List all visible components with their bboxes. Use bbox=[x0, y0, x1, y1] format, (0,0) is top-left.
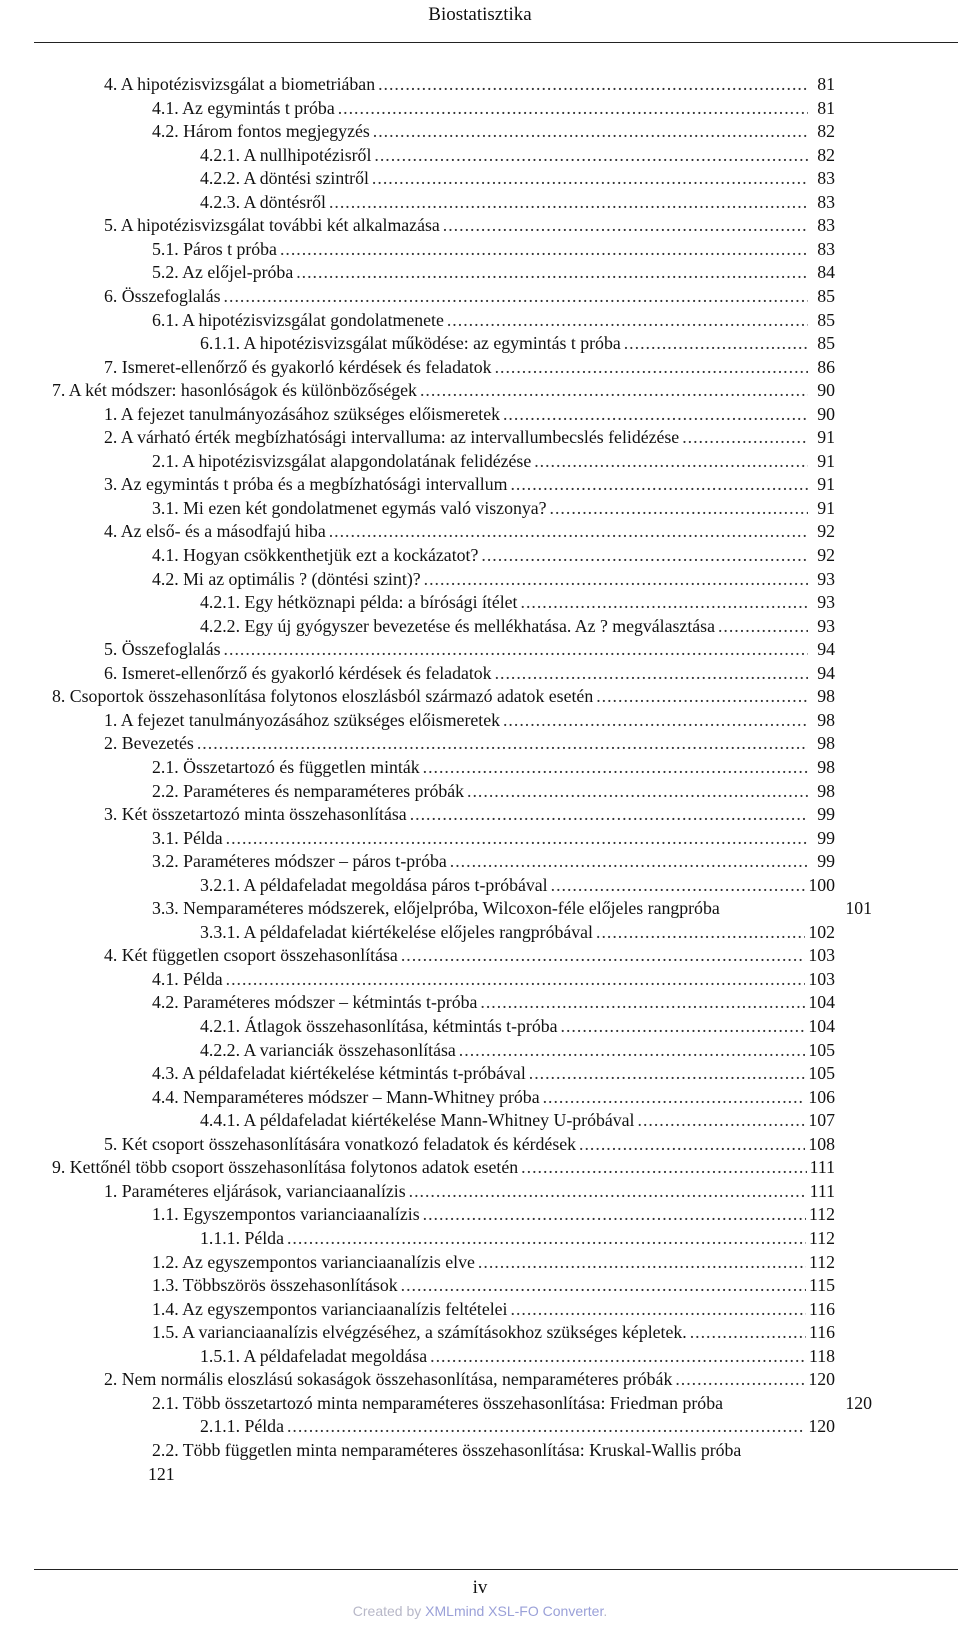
toc-entry-title: 1.3. Többszörös összehasonlítások bbox=[152, 1275, 398, 1296]
toc-leader-dots bbox=[624, 331, 808, 355]
toc-leader-dots bbox=[226, 967, 806, 991]
toc-entry-page: 120 bbox=[845, 1392, 872, 1413]
toc-entry[interactable] bbox=[104, 72, 835, 96]
toc-entry-page: 112 bbox=[808, 1227, 835, 1248]
toc-entry-page: 83 bbox=[817, 168, 835, 189]
toc-entry[interactable] bbox=[104, 802, 835, 826]
toc-leader-dots bbox=[401, 1273, 806, 1297]
toc-entry-title: 4.2.2. A döntési szintről bbox=[200, 168, 369, 189]
toc-entry-title: 7. Ismeret-ellenőrző és gyakorló kérdések és feladatok bbox=[104, 356, 492, 377]
toc-leader-dots bbox=[224, 637, 808, 661]
toc-entry-title: 3.3. Nemparaméteres módszerek, előjelpróba, Wilcoxon-féle előjeles rangpróba bbox=[152, 898, 720, 919]
footer-rule bbox=[34, 1569, 958, 1570]
toc-leader-dots bbox=[481, 543, 808, 567]
toc-leader-dots bbox=[521, 590, 808, 614]
toc-entry[interactable] bbox=[152, 1273, 835, 1297]
toc-entry-title: 3.3.1. A példafeladat kiértékelése előjeles rangpróbával bbox=[200, 921, 594, 942]
toc-entry[interactable] bbox=[52, 684, 835, 708]
toc-entry-title: 5. A hipotézisvizsgálat további két alkalmazása bbox=[104, 215, 440, 236]
toc-entry[interactable] bbox=[200, 920, 835, 944]
toc-entry-title: 6.1.1. A hipotézisvizsgálat működése: az egymintás t próba bbox=[200, 333, 621, 354]
toc-entry-page: 118 bbox=[808, 1345, 835, 1366]
toc-leader-dots bbox=[226, 826, 808, 850]
toc-entry-page: 104 bbox=[808, 992, 835, 1013]
toc-entry[interactable] bbox=[104, 1132, 835, 1156]
toc-leader-dots bbox=[443, 213, 808, 237]
toc-entry-page: 81 bbox=[817, 74, 835, 94]
toc-entry-title: 3.2.1. A példafeladat megoldása páros t-próbával bbox=[200, 874, 548, 895]
toc-entry-page: 82 bbox=[817, 121, 835, 142]
toc-entry-page: 101 bbox=[845, 898, 872, 919]
toc-leader-dots bbox=[459, 1038, 806, 1062]
toc-entry-page: 120 bbox=[808, 1416, 835, 1437]
toc-entry-title: 4.1. Hogyan csökkenthetjük ezt a kockázatot? bbox=[152, 545, 479, 565]
toc-entry[interactable] bbox=[200, 1108, 835, 1132]
toc-entry[interactable] bbox=[104, 637, 835, 661]
toc-leader-dots bbox=[478, 1250, 806, 1274]
toc-leader-dots bbox=[596, 920, 805, 944]
toc-entry[interactable] bbox=[200, 143, 835, 167]
toc-entry[interactable] bbox=[152, 1202, 835, 1226]
toc-entry[interactable] bbox=[152, 779, 835, 803]
toc-entry-page: 93 bbox=[817, 592, 835, 613]
toc-entry-page: 91 bbox=[817, 474, 835, 495]
toc-entry[interactable] bbox=[152, 1297, 835, 1321]
toc-entry-page: 102 bbox=[808, 921, 835, 942]
toc-entry-title: 7. A két módszer: hasonlóságok és különbözőségek bbox=[52, 380, 417, 401]
toc-entry[interactable] bbox=[52, 1155, 835, 1179]
toc-entry[interactable] bbox=[152, 1061, 835, 1085]
toc-entry-page: 83 bbox=[817, 215, 835, 236]
toc-entry[interactable] bbox=[152, 449, 835, 473]
toc-entry-page: 98 bbox=[817, 733, 835, 754]
toc-entry[interactable] bbox=[200, 166, 835, 190]
toc-entry-title: 4.2. Mi az optimális ? (döntési szint)? bbox=[152, 568, 421, 589]
toc-entry-title: 4.4.1. A példafeladat kiértékelése Mann-Whitney U-próbával bbox=[200, 1110, 635, 1131]
toc-entry-title: 4.2.3. A döntésről bbox=[200, 191, 326, 212]
toc-entry-page: 99 bbox=[817, 827, 835, 848]
toc-entry[interactable] bbox=[104, 708, 835, 732]
toc-entry-page: 90 bbox=[817, 380, 835, 401]
toc-entry-page: 115 bbox=[808, 1275, 835, 1296]
toc-leader-dots bbox=[410, 802, 808, 826]
toc-entry[interactable] bbox=[152, 1085, 835, 1109]
toc-entry-page: 103 bbox=[808, 968, 835, 989]
toc-entry-title: 5.1. Páros t próba bbox=[152, 238, 277, 259]
toc-entry[interactable] bbox=[152, 826, 835, 850]
toc-entry[interactable] bbox=[104, 355, 835, 379]
toc-entry[interactable] bbox=[104, 425, 835, 449]
toc-leader-dots bbox=[579, 1132, 805, 1156]
toc-entry[interactable] bbox=[152, 237, 835, 261]
toc-entry[interactable] bbox=[104, 1179, 835, 1203]
toc-entry[interactable] bbox=[104, 472, 835, 496]
toc-leader-dots bbox=[373, 119, 808, 143]
toc-entry-title: 3.1. Mi ezen két gondolatmenet egymás való viszonya? bbox=[152, 497, 547, 518]
toc-entry-page: 82 bbox=[817, 144, 835, 165]
toc-entry-title: 4.2.1. A nullhipotézisről bbox=[200, 144, 372, 165]
toc-leader-dots bbox=[503, 402, 808, 426]
toc-entry-title: 3. Két összetartozó minta összehasonlítása bbox=[104, 804, 407, 825]
toc-entry-title: 4.2.1. Átlagok összehasonlítása, kétmintás t-próba bbox=[200, 1016, 558, 1036]
toc-entry-page: 91 bbox=[817, 497, 835, 518]
toc-entry[interactable] bbox=[200, 1226, 835, 1250]
toc-leader-dots bbox=[690, 1320, 806, 1344]
toc-entry-title: 8. Csoportok összehasonlítása folytonos eloszlásból származó adatok esetén bbox=[52, 686, 594, 707]
toc-entry[interactable] bbox=[152, 1391, 872, 1415]
toc-entry[interactable] bbox=[152, 496, 835, 520]
toc-entry[interactable] bbox=[152, 849, 835, 873]
toc-entry-page: 106 bbox=[808, 1086, 835, 1107]
toc-leader-dots bbox=[543, 1085, 806, 1109]
toc-entry-title: 4.2. Három fontos megjegyzés bbox=[152, 121, 370, 142]
toc-entry-title: 4.3. A példafeladat kiértékelése kétmintás t-próbával bbox=[152, 1063, 526, 1084]
toc-entry-page: 83 bbox=[817, 191, 835, 212]
toc-entry[interactable] bbox=[152, 308, 835, 332]
toc-entry-title: 9. Kettőnél több csoport összehasonlítása folytonos adatok esetén bbox=[52, 1157, 519, 1178]
toc-entry-page: 91 bbox=[817, 427, 835, 448]
toc-leader-dots bbox=[467, 779, 808, 803]
toc-entry[interactable] bbox=[200, 1344, 835, 1368]
toc-entry-title: 5. Két csoport összehasonlítására vonatkozó feladatok és kérdések bbox=[104, 1133, 577, 1154]
toc-entry-page: 111 bbox=[809, 1157, 835, 1178]
toc-entry-title: 2.1. Több összetartozó minta nemparaméteres összehasonlítása: Friedman próba bbox=[152, 1392, 723, 1413]
toc-entry-title: 1.1. Egyszempontos varianciaanalízis bbox=[152, 1204, 420, 1225]
toc-entry-page: 116 bbox=[808, 1298, 835, 1319]
toc-leader-dots bbox=[480, 990, 805, 1014]
toc-entry[interactable] bbox=[104, 731, 835, 755]
toc-entry-title: 5. Összefoglalás bbox=[104, 639, 221, 660]
toc-leader-dots bbox=[534, 449, 808, 473]
toc-leader-dots bbox=[329, 519, 808, 543]
toc-entry-page: 85 bbox=[817, 333, 835, 354]
toc-entry-title: 4.2.1. Egy hétköznapi példa: a bírósági ítélet bbox=[200, 592, 518, 613]
toc-leader-dots bbox=[550, 496, 808, 520]
toc-entry-title: 4. A hipotézisvizsgálat a biometriában bbox=[104, 74, 376, 94]
toc-entry[interactable] bbox=[148, 1438, 845, 1487]
toc-entry-title: 6. Ismeret-ellenőrző és gyakorló kérdések és feladatok bbox=[104, 662, 492, 683]
toc-entry-title: 4.4. Nemparaméteres módszer – Mann-Whitney próba bbox=[152, 1086, 540, 1107]
toc-entry[interactable] bbox=[200, 614, 835, 638]
toc-leader-dots bbox=[529, 1061, 806, 1085]
toc-entry-page: 94 bbox=[817, 662, 835, 683]
toc-leader-dots bbox=[372, 166, 808, 190]
toc-leader-dots bbox=[378, 72, 808, 96]
toc-entry[interactable] bbox=[152, 96, 835, 120]
toc-leader-dots bbox=[197, 731, 808, 755]
toc-leader-dots bbox=[682, 425, 808, 449]
toc-entry-title: 4.1. Példa bbox=[152, 968, 223, 989]
toc-entry-title: 1.1.1. Példa bbox=[200, 1227, 284, 1248]
toc-entry-page: 112 bbox=[808, 1251, 835, 1272]
toc-entry-page: 93 bbox=[817, 568, 835, 589]
toc-entry-title: 4.2.2. A varianciák összehasonlítása bbox=[200, 1039, 456, 1060]
toc-entry[interactable] bbox=[200, 590, 835, 614]
toc-entry-page: 93 bbox=[817, 615, 835, 636]
toc-entry-page: 116 bbox=[808, 1322, 835, 1343]
toc-entry-title: 4. Két független csoport összehasonlítása bbox=[104, 945, 398, 966]
toc-entry-page: 92 bbox=[817, 545, 835, 565]
toc-entry-page: 98 bbox=[817, 686, 835, 707]
toc-entry-page: 105 bbox=[808, 1039, 835, 1060]
toc-leader-dots bbox=[561, 1014, 806, 1038]
toc-entry-title: 2. A várható érték megbízhatósági intervalluma: az intervallumbecslés felidézése bbox=[104, 427, 680, 448]
toc-entry[interactable] bbox=[152, 260, 835, 284]
toc-entry-page: 104 bbox=[808, 1016, 835, 1036]
toc-entry-title: 3.1. Példa bbox=[152, 827, 223, 848]
toc-leader-dots bbox=[503, 708, 808, 732]
toc-leader-dots bbox=[430, 1344, 806, 1368]
toc-leader-dots bbox=[718, 614, 808, 638]
toc-entry[interactable] bbox=[152, 1250, 835, 1274]
toc-leader-dots bbox=[424, 567, 808, 591]
toc-entry-page: 98 bbox=[817, 709, 835, 730]
page-number: iv bbox=[472, 1577, 488, 1598]
toc-entry[interactable] bbox=[200, 190, 835, 214]
toc-entry-page: 83 bbox=[817, 238, 835, 259]
toc-entry[interactable] bbox=[152, 1320, 835, 1344]
toc-entry-page: 94 bbox=[817, 639, 835, 660]
toc-entry[interactable] bbox=[104, 943, 835, 967]
toc-entry-title: 2.2. Paraméteres és nemparaméteres próbák bbox=[152, 780, 465, 801]
toc-leader-dots bbox=[510, 472, 808, 496]
header-rule bbox=[34, 42, 958, 43]
toc-entry[interactable] bbox=[152, 567, 835, 591]
toc-entry-title: 1. A fejezet tanulmányozásához szükséges előismeretek bbox=[104, 709, 500, 730]
toc-entry-page: 120 bbox=[808, 1369, 835, 1390]
toc-entry-title: 1. A fejezet tanulmányozásához szükséges előismeretek bbox=[104, 403, 500, 424]
toc-entry-page: 98 bbox=[817, 780, 835, 801]
toc-entry[interactable] bbox=[152, 543, 835, 567]
toc-entry-page: 92 bbox=[817, 521, 835, 542]
credit-prefix: Created by bbox=[352, 1603, 426, 1619]
toc-entry[interactable] bbox=[104, 661, 835, 685]
credit-brand-link[interactable]: XMLmind XSL-FO Converter bbox=[425, 1603, 604, 1619]
toc-leader-dots bbox=[551, 873, 806, 897]
toc-entry-page: 99 bbox=[817, 851, 835, 872]
toc-leader-dots bbox=[450, 849, 808, 873]
toc-entry-title: 6. Összefoglalás bbox=[104, 285, 221, 306]
toc-entry[interactable] bbox=[104, 1367, 835, 1391]
toc-leader-dots bbox=[420, 378, 808, 402]
toc-entry-title: 1. Paraméteres eljárások, varianciaanalízis bbox=[104, 1180, 406, 1201]
toc-leader-dots bbox=[511, 1297, 806, 1321]
toc-entry-page: 84 bbox=[817, 262, 835, 283]
toc-entry[interactable] bbox=[200, 1414, 835, 1438]
toc-entry[interactable] bbox=[152, 755, 835, 779]
toc-entry-page: 99 bbox=[817, 804, 835, 825]
toc-leader-dots bbox=[374, 143, 808, 167]
toc-entry-title: 2.1. Összetartozó és független minták bbox=[152, 756, 420, 777]
toc-entry-title: 2. Nem normális eloszlású sokaságok összehasonlítása, nemparaméteres próbák bbox=[104, 1369, 673, 1390]
toc-leader-dots bbox=[675, 1367, 805, 1391]
toc-entry-title: 5.2. Az előjel-próba bbox=[152, 262, 294, 283]
toc-entry[interactable] bbox=[104, 402, 835, 426]
toc-entry-title: 2. Bevezetés bbox=[104, 733, 194, 754]
toc-entry-title: 4. Az első- és a másodfajú hiba bbox=[104, 521, 326, 542]
toc-entry-title: 1.5. A varianciaanalízis elvégzéséhez, a számításokhoz szükséges képletek. bbox=[152, 1322, 687, 1343]
toc-entry-page: 91 bbox=[817, 450, 835, 471]
toc-leader-dots bbox=[287, 1226, 806, 1250]
toc-entry-title: 2.1.1. Példa bbox=[200, 1416, 284, 1437]
toc-entry[interactable] bbox=[104, 519, 835, 543]
toc-entry-page: 105 bbox=[808, 1063, 835, 1084]
toc-leader-dots bbox=[495, 355, 808, 379]
toc-leader-dots bbox=[280, 237, 808, 261]
toc-entry[interactable] bbox=[152, 896, 872, 920]
toc-leader-dots bbox=[401, 943, 806, 967]
toc-entry-title: 4.2.2. Egy új gyógyszer bevezetése és mellékhatása. Az ? megválasztása bbox=[200, 615, 715, 636]
toc-entry-page: 103 bbox=[808, 945, 835, 966]
toc-entry-title: 3. Az egymintás t próba és a megbízhatósági intervallum bbox=[104, 474, 508, 495]
toc-leader-dots bbox=[224, 284, 808, 308]
toc-leader-dots bbox=[638, 1108, 806, 1132]
toc-leader-dots bbox=[423, 1202, 806, 1226]
toc-leader-dots bbox=[296, 260, 808, 284]
toc-entry-page: 98 bbox=[817, 756, 835, 777]
toc-entry-title: 6.1. A hipotézisvizsgálat gondolatmenete bbox=[152, 309, 444, 330]
toc-entry-page: 85 bbox=[817, 285, 835, 306]
toc-entry[interactable] bbox=[200, 1038, 835, 1062]
toc-entry-title: 3.2. Paraméteres módszer – páros t-próba bbox=[152, 851, 447, 872]
toc-leader-dots bbox=[409, 1179, 807, 1203]
toc-entry-page: 100 bbox=[808, 874, 835, 895]
toc-leader-dots bbox=[447, 308, 808, 332]
toc-entry[interactable] bbox=[152, 967, 835, 991]
toc-entry-page: 108 bbox=[808, 1133, 835, 1154]
toc-entry-title: 2.2. Több független minta nemparaméteres összehasonlítása: Kruskal-Wallis próba bbox=[152, 1439, 742, 1460]
toc-entry-title: 4.2. Paraméteres módszer – kétmintás t-próba bbox=[152, 992, 478, 1013]
toc-leader-dots bbox=[329, 190, 808, 214]
toc-entry-page: 85 bbox=[817, 309, 835, 330]
toc-leader-dots bbox=[495, 661, 808, 685]
credit-suffix: . bbox=[603, 1603, 608, 1619]
toc-entry-page: 86 bbox=[817, 356, 835, 377]
running-header: Biostatisztika bbox=[428, 4, 532, 25]
toc-entry[interactable] bbox=[200, 331, 835, 355]
toc-leader-dots bbox=[596, 684, 808, 708]
toc-leader-dots bbox=[521, 1155, 806, 1179]
toc-entry[interactable] bbox=[200, 1014, 835, 1038]
toc-entry[interactable] bbox=[52, 378, 835, 402]
toc-leader-dots bbox=[338, 96, 808, 120]
toc-entry-page: 107 bbox=[808, 1110, 835, 1131]
toc-entry[interactable] bbox=[200, 873, 835, 897]
toc-entry-page: 112 bbox=[808, 1204, 835, 1225]
toc-entry-page: 111 bbox=[809, 1180, 835, 1201]
converter-credit bbox=[0, 1601, 960, 1621]
toc-entry-title: 4.1. Az egymintás t próba bbox=[152, 97, 335, 118]
toc-entry-title: 1.5.1. A példafeladat megoldása bbox=[200, 1345, 428, 1366]
toc-leader-dots bbox=[287, 1414, 805, 1438]
toc-entry[interactable] bbox=[152, 119, 835, 143]
toc-entry[interactable] bbox=[152, 990, 835, 1014]
toc-entry[interactable] bbox=[104, 284, 835, 308]
toc-entry-title: 1.4. Az egyszempontos varianciaanalízis feltételei bbox=[152, 1298, 508, 1319]
toc-leader-dots bbox=[423, 755, 808, 779]
toc-entry-title: 1.2. Az egyszempontos varianciaanalízis elve bbox=[152, 1251, 475, 1272]
toc-entry-page: 90 bbox=[817, 403, 835, 424]
toc-entry-page: 81 bbox=[817, 97, 835, 118]
toc-entry-title: 2.1. A hipotézisvizsgálat alapgondolatának felidézése bbox=[152, 450, 532, 471]
toc-entry-page: 121 bbox=[148, 1464, 175, 1485]
toc-entry[interactable] bbox=[104, 213, 835, 237]
